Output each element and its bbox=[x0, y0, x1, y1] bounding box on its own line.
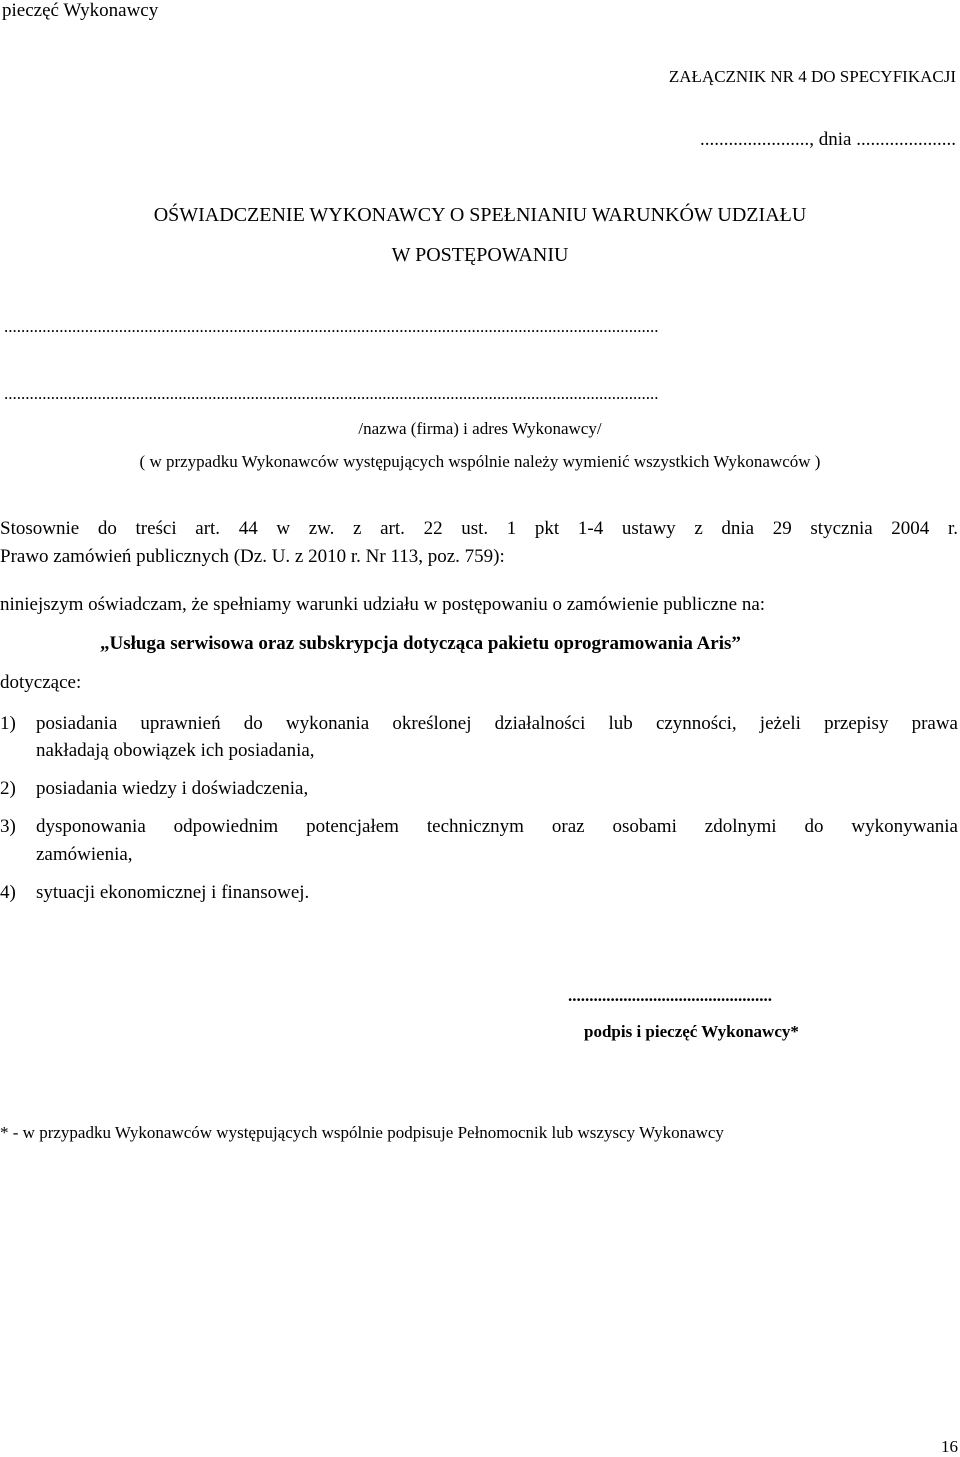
condition-number: 2) bbox=[0, 778, 16, 799]
concerning-label: dotyczące: bbox=[0, 672, 82, 693]
document-title: OŚWIADCZENIE WYKONAWCY O SPEŁNIANIU WARUNKÓW UDZIAŁU bbox=[153, 204, 807, 226]
condition-text-continued: nakładają obowiązek ich posiadania, bbox=[36, 740, 315, 761]
page-number: 16 bbox=[941, 1437, 958, 1456]
condition-number: 1) bbox=[0, 713, 16, 734]
contractor-address-line: .......................................................................................................................................................... bbox=[4, 384, 659, 403]
date-line: ......................., dnia ..................... bbox=[700, 129, 956, 150]
footnote: * - w przypadku Wykonawców występujących wspólnie podpisuje Pełnomocnik lub wszyscy Wykonawcy bbox=[0, 1123, 724, 1142]
condition-text: dysponowania odpowiednim potencjałem technicznym oraz osobami zdolnymi do wykonywania bbox=[36, 816, 958, 837]
document-title-line2: W POSTĘPOWANIU bbox=[391, 244, 569, 266]
contractor-caption: /nazwa (firma) i adres Wykonawcy/ bbox=[358, 419, 602, 438]
declaration-text: niniejszym oświadczam, że spełniamy warunki udziału w postępowaniu o zamówienie publiczne na: bbox=[0, 594, 766, 615]
contractor-name-line: .......................................................................................................................................................... bbox=[4, 317, 659, 336]
signature-dots: ................................................ bbox=[568, 986, 772, 1005]
attachment-label: ZAŁĄCZNIK NR 4 DO SPECYFIKACJI bbox=[668, 67, 956, 86]
joint-contractors-note: ( w przypadku Wykonawców występujących wspólnie należy wymienić wszystkich Wykonawców ) bbox=[139, 452, 821, 471]
order-name: „Usługa serwisowa oraz subskrypcja dotycząca pakietu oprogramowania Aris” bbox=[100, 633, 741, 654]
signature-label: podpis i pieczęć Wykonawcy* bbox=[584, 1022, 799, 1041]
condition-text-continued: zamówienia, bbox=[36, 844, 133, 865]
condition-text: posiadania wiedzy i doświadczenia, bbox=[36, 778, 309, 799]
legal-basis: Stosownie do treści art. 44 w zw. z art. 22 ust. 1 pkt 1-4 ustawy z dnia 29 stycznia 2004 r. bbox=[0, 518, 958, 539]
condition-text: sytuacji ekonomicznej i finansowej. bbox=[36, 882, 310, 903]
condition-number: 4) bbox=[0, 882, 16, 903]
stamp-label: pieczęć Wykonawcy bbox=[2, 0, 159, 21]
condition-number: 3) bbox=[0, 816, 16, 837]
legal-basis-line2: Prawo zamówień publicznych (Dz. U. z 2010 r. Nr 113, poz. 759): bbox=[0, 546, 505, 567]
condition-text: posiadania uprawnień do wykonania określonej działalności lub czynności, jeżeli przepisy prawa bbox=[36, 713, 958, 734]
